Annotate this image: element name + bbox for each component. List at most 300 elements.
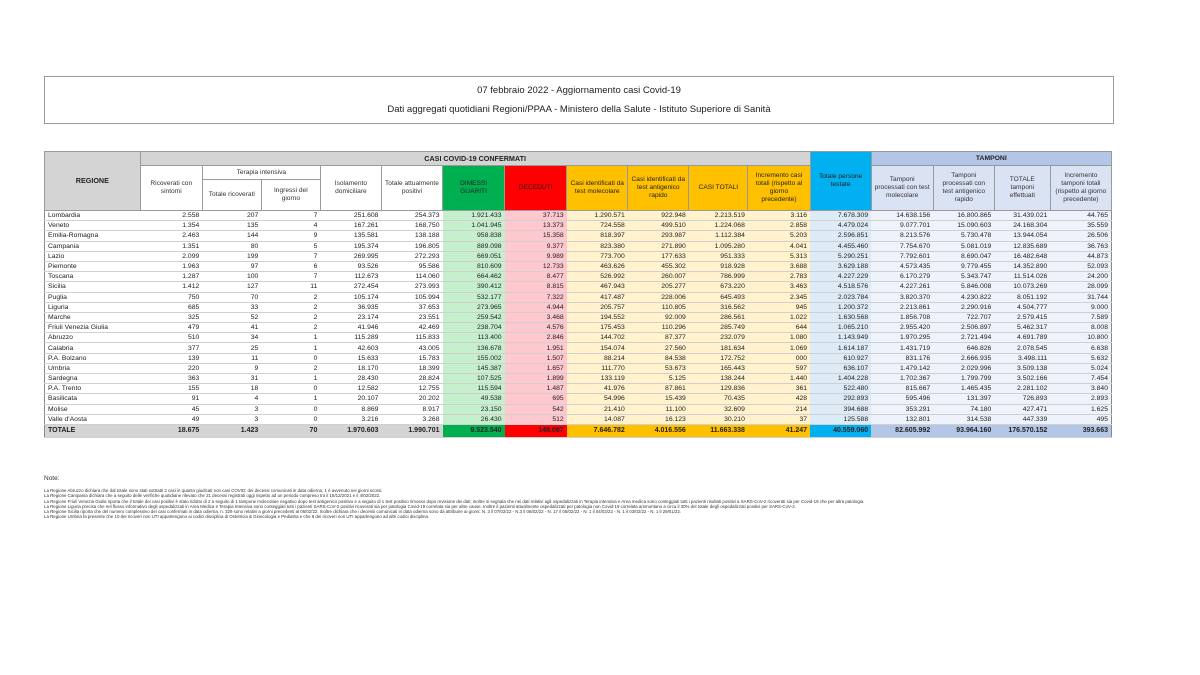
table-cell: 114.060: [381, 272, 442, 282]
table-row: [45, 363, 1112, 373]
region-name: Sardegna: [45, 374, 141, 384]
table-cell: 105.994: [381, 292, 442, 302]
table-cell: 87.861: [628, 384, 689, 394]
table-cell: 133.119: [567, 374, 628, 384]
table-cell: 181.634: [689, 343, 748, 353]
table-cell: 512: [505, 414, 567, 424]
header-ti-ingressi: Ingressi del giorno: [261, 180, 320, 211]
table-cell: 259.542: [443, 312, 505, 322]
table-cell: 3.688: [748, 261, 810, 271]
table-cell: 8.815: [505, 282, 567, 292]
table-cell: 41.976: [567, 384, 628, 394]
table-cell: 0: [261, 353, 320, 363]
table-cell: 13.944.054: [994, 231, 1050, 241]
table-cell: 26.506: [1050, 231, 1111, 241]
table-cell: 3.268: [381, 414, 442, 424]
table-cell: 455.302: [628, 261, 689, 271]
table-cell: 610.927: [810, 353, 871, 363]
table-cell: 4.576: [505, 323, 567, 333]
header-incremento: Incremento casi totali (rispetto al giorno precedente): [748, 166, 810, 211]
table-cell: 3.509.138: [994, 363, 1050, 373]
table-cell: 36.763: [1050, 241, 1111, 251]
table-cell: 25: [202, 343, 261, 353]
table-cell: 12.733: [505, 261, 567, 271]
table-cell: 1.921.433: [443, 211, 505, 221]
table-cell: 131.397: [933, 394, 994, 404]
notes-label: Note:: [44, 475, 60, 482]
note-line: La Regione Liguria precisa che nel flusso informativo degli ospedalizzati in Area Medica e Terapia Intensiva sono conteggiati tutti i pazienti SARS-CoV-2 positivi ricoverati sia per patologia Covid-19 correlata sia per altre cause. Inoltre il pazienti attualmente ospedalizzati per patologia non Covid-19 correlata ammontano a circa il 30% del totale degli ospedalizzati positivi per SARS-CoV-2.: [44, 503, 796, 509]
table-cell: 1.065.210: [810, 323, 871, 333]
total-row: [45, 424, 1112, 437]
table-cell: 194.552: [567, 312, 628, 322]
table-cell: 127: [202, 282, 261, 292]
table-row: [45, 394, 1112, 404]
table-cell: 918.928: [689, 261, 748, 271]
table-cell: 495: [1050, 414, 1111, 424]
table-cell: 12.582: [320, 384, 381, 394]
table-cell: 0: [261, 414, 320, 424]
table-cell: 8.008: [1050, 323, 1111, 333]
table-cell: 1.625: [1050, 404, 1111, 414]
table-cell: 646.826: [933, 343, 994, 353]
header-persone-testate: Totale persone testate: [810, 152, 871, 211]
table-cell: 52.093: [1050, 261, 1111, 271]
table-cell: 2.023.784: [810, 292, 871, 302]
table-cell: 49.538: [443, 394, 505, 404]
table-cell: 293.987: [628, 231, 689, 241]
table-cell: 958.838: [443, 231, 505, 241]
table-cell: 23.150: [443, 404, 505, 414]
table-cell: 12.835.689: [994, 241, 1050, 251]
table-cell: 5.632: [1050, 353, 1111, 363]
header-group-tamponi: TAMPONI: [871, 152, 1111, 166]
title-box: [44, 76, 1114, 124]
table-cell: 12.755: [381, 384, 442, 394]
table-cell: 7.792.601: [871, 251, 933, 261]
table-cell: 664.462: [443, 272, 505, 282]
table-cell: 7.454: [1050, 374, 1111, 384]
table-cell: 139: [140, 353, 202, 363]
table-cell: 000: [748, 353, 810, 363]
table-cell: 41.946: [320, 323, 381, 333]
region-name: Lazio: [45, 251, 141, 261]
table-cell: 726.893: [994, 394, 1050, 404]
table-cell: 316.562: [689, 302, 748, 312]
table-cell: 6.638: [1050, 343, 1111, 353]
table-cell: 33: [202, 302, 261, 312]
table-cell: 353.291: [871, 404, 933, 414]
table-cell: 669.051: [443, 251, 505, 261]
table-cell: 5.024: [1050, 363, 1111, 373]
table-row: [45, 374, 1112, 384]
table-cell: 84.538: [628, 353, 689, 363]
table-row: [45, 353, 1112, 363]
header-tamponi-antigenico: Tamponi processati con test antigenico rapido: [933, 166, 994, 211]
table-cell: 2.290.916: [933, 302, 994, 312]
table-row: [45, 272, 1112, 282]
header-group-terapia: Terapia intensiva: [202, 166, 320, 180]
table-cell: 4.479.024: [810, 221, 871, 231]
region-name: Marche: [45, 312, 141, 322]
table-cell: 2: [261, 302, 320, 312]
table-cell: 2.078.545: [994, 343, 1050, 353]
table-cell: 5.343.747: [933, 272, 994, 282]
table-cell: 115.289: [320, 333, 381, 343]
table-cell: 3.463: [748, 282, 810, 292]
note-line: La Regione Abruzzo dichiara che dal totale sono stati sottratti 2 casi in quanto giudicati non casi COVID; dei decessi comunicati in data odierna, 1 è avvenuto nei giorni scorsi.: [44, 488, 383, 494]
table-cell: 70.435: [689, 394, 748, 404]
table-cell: 724.558: [567, 221, 628, 231]
table-cell: 9.779.455: [933, 261, 994, 271]
table-cell: 41: [202, 323, 261, 333]
table-cell: 271.890: [628, 241, 689, 251]
table-cell: 14.638.156: [871, 211, 933, 221]
table-cell: 390.412: [443, 282, 505, 292]
table-row: [45, 261, 1112, 271]
table-cell: 155.002: [443, 353, 505, 363]
table-cell: 37.713: [505, 211, 567, 221]
table-cell: 31.439.021: [994, 211, 1050, 221]
table-cell: 636.107: [810, 363, 871, 373]
table-cell: 1.951: [505, 343, 567, 353]
table-cell: 522.480: [810, 384, 871, 394]
region-name: Sicilia: [45, 282, 141, 292]
notes-section: [44, 476, 1114, 519]
table-cell: 88.214: [567, 353, 628, 363]
table-cell: 9: [202, 363, 261, 373]
table-cell: 1.440: [748, 374, 810, 384]
table-cell: 645.493: [689, 292, 748, 302]
header-group-casi: CASI COVID-19 CONFERMATI: [140, 152, 810, 166]
table-cell: 2.463: [140, 231, 202, 241]
table-cell: 9.377: [505, 241, 567, 251]
table-cell: 1: [261, 343, 320, 353]
region-name: Basilicata: [45, 394, 141, 404]
table-cell: 1.354: [140, 221, 202, 231]
table-cell: 1.963: [140, 261, 202, 271]
table-cell: 10.073.269: [994, 282, 1050, 292]
table-cell: 15.439: [628, 394, 689, 404]
table-cell: 0: [261, 404, 320, 414]
region-name: Puglia: [45, 292, 141, 302]
table-cell: 1.412: [140, 282, 202, 292]
total-cell: 41.247: [748, 424, 810, 437]
table-row: [45, 343, 1112, 353]
table-cell: 363: [140, 374, 202, 384]
table-cell: 5.313: [748, 251, 810, 261]
table-cell: 16.800.865: [933, 211, 994, 221]
table-cell: 24.168.304: [994, 221, 1050, 231]
table-cell: 9.000: [1050, 302, 1111, 312]
table-cell: 100: [202, 272, 261, 282]
table-cell: 232.079: [689, 333, 748, 343]
table-cell: 207: [202, 211, 261, 221]
table-cell: 597: [748, 363, 810, 373]
region-name: Calabria: [45, 343, 141, 353]
table-cell: 144: [202, 231, 261, 241]
region-name: Lombardia: [45, 211, 141, 221]
table-cell: 1: [261, 333, 320, 343]
table-cell: 20.107: [320, 394, 381, 404]
table-cell: 2.721.494: [933, 333, 994, 343]
table-cell: 2.579.415: [994, 312, 1050, 322]
table-cell: 144.702: [567, 333, 628, 343]
table-cell: 3.820.370: [871, 292, 933, 302]
table-cell: 13.373: [505, 221, 567, 231]
table-cell: 199: [202, 251, 261, 261]
table-cell: 4.041: [748, 241, 810, 251]
region-name: Friuli Venezia Giulia: [45, 323, 141, 333]
table-cell: 7.589: [1050, 312, 1111, 322]
table-row: [45, 292, 1112, 302]
table-cell: 7: [261, 211, 320, 221]
table-cell: 125.588: [810, 414, 871, 424]
table-cell: 3.468: [505, 312, 567, 322]
table-cell: 2: [261, 363, 320, 373]
table-cell: 92.009: [628, 312, 689, 322]
total-cell: 148.087: [505, 424, 567, 437]
table-row: [45, 323, 1112, 333]
table-cell: 110.296: [628, 323, 689, 333]
table-cell: 172.752: [689, 353, 748, 363]
table-cell: 35.559: [1050, 221, 1111, 231]
table-cell: 74.180: [933, 404, 994, 414]
table-cell: 87.377: [628, 333, 689, 343]
table-cell: 8.869: [320, 404, 381, 414]
table-cell: 32.609: [689, 404, 748, 414]
total-cell: 4.016.556: [628, 424, 689, 437]
region-name: P.A. Trento: [45, 384, 141, 394]
table-cell: 428: [748, 394, 810, 404]
table-cell: 113.400: [443, 333, 505, 343]
table-cell: 36.935: [320, 302, 381, 312]
table-cell: 18.399: [381, 363, 442, 373]
region-name: P.A. Bolzano: [45, 353, 141, 363]
table-cell: 325: [140, 312, 202, 322]
table-cell: 595.496: [871, 394, 933, 404]
table-cell: 815.667: [871, 384, 933, 394]
total-cell: 1.423: [202, 424, 261, 437]
table-cell: 1.069: [748, 343, 810, 353]
table-cell: 3.629.188: [810, 261, 871, 271]
table-cell: 2.893: [1050, 394, 1111, 404]
table-cell: 53.673: [628, 363, 689, 373]
table-cell: 138.244: [689, 374, 748, 384]
total-cell: 1.990.701: [381, 424, 442, 437]
table-cell: 5.290.251: [810, 251, 871, 261]
header-positivi: Totale attualmente positivi: [381, 166, 442, 211]
table-cell: 7.322: [505, 292, 567, 302]
table-cell: 417.487: [567, 292, 628, 302]
total-cell: 11.663.338: [689, 424, 748, 437]
table-cell: 1: [261, 374, 320, 384]
header-molecolare: Casi identificati da test molecolare: [567, 166, 628, 211]
table-cell: 2: [261, 312, 320, 322]
table-cell: 135.581: [320, 231, 381, 241]
table-cell: 54.996: [567, 394, 628, 404]
table-cell: 1.431.719: [871, 343, 933, 353]
table-cell: 111.770: [567, 363, 628, 373]
table-cell: 361: [748, 384, 810, 394]
region-name: Valle d'Aosta: [45, 414, 141, 424]
table-cell: 9.077.701: [871, 221, 933, 231]
table-cell: 97: [202, 261, 261, 271]
table-cell: 1.970.295: [871, 333, 933, 343]
table-cell: 377: [140, 343, 202, 353]
table-cell: 11.514.026: [994, 272, 1050, 282]
table-cell: 14.352.890: [994, 261, 1050, 271]
table-cell: 31.744: [1050, 292, 1111, 302]
table-cell: 42.469: [381, 323, 442, 333]
region-name: Umbria: [45, 363, 141, 373]
table-cell: 105.174: [320, 292, 381, 302]
table-cell: 6.170.279: [871, 272, 933, 282]
table-cell: 20.202: [381, 394, 442, 404]
region-name: Toscana: [45, 272, 141, 282]
table-cell: 4.691.789: [994, 333, 1050, 343]
table-cell: 44.873: [1050, 251, 1111, 261]
table-cell: 154.074: [567, 343, 628, 353]
table-cell: 447.339: [994, 414, 1050, 424]
table-cell: 4.573.435: [871, 261, 933, 271]
table-row: [45, 414, 1112, 424]
header-tamponi-molecolare: Tamponi processati con test molecolare: [871, 166, 933, 211]
table-cell: 3.502.166: [994, 374, 1050, 384]
table-cell: 2.213.519: [689, 211, 748, 221]
table-cell: 2.783: [748, 272, 810, 282]
table-cell: 37.653: [381, 302, 442, 312]
table-cell: 3: [202, 414, 261, 424]
table-cell: 1.224.068: [689, 221, 748, 231]
table-cell: 1.479.142: [871, 363, 933, 373]
table-cell: 4.227.229: [810, 272, 871, 282]
table-cell: 70: [202, 292, 261, 302]
table-cell: 16.123: [628, 414, 689, 424]
table-cell: 4.230.822: [933, 292, 994, 302]
table-cell: 2.596.851: [810, 231, 871, 241]
table-cell: 34: [202, 333, 261, 343]
table-cell: 1: [261, 394, 320, 404]
total-cell: 176.570.152: [994, 424, 1050, 437]
table-cell: 3.498.111: [994, 353, 1050, 363]
table-cell: 1.507: [505, 353, 567, 363]
table-row: [45, 231, 1112, 241]
header-antigenico: Casi identificati da test antigenico rapido: [628, 166, 689, 211]
table-cell: 135: [202, 221, 261, 231]
table-cell: 196.805: [381, 241, 442, 251]
table-cell: 8.477: [505, 272, 567, 282]
table-cell: 673.220: [689, 282, 748, 292]
table-cell: 1.095.280: [689, 241, 748, 251]
table-cell: 1.041.945: [443, 221, 505, 231]
table-cell: 129.836: [689, 384, 748, 394]
table-cell: 831.176: [871, 353, 933, 363]
table-cell: 15.358: [505, 231, 567, 241]
table-cell: 4.227.261: [871, 282, 933, 292]
table-row: [45, 282, 1112, 292]
table-cell: 21.410: [567, 404, 628, 414]
header-tamponi-incremento: Incremento tamponi totali (rispetto al giorno precedente): [1050, 166, 1111, 211]
table-cell: 4.518.576: [810, 282, 871, 292]
table-cell: 112.673: [320, 272, 381, 282]
table-cell: 1.351: [140, 241, 202, 251]
table-cell: 115.594: [443, 384, 505, 394]
table-cell: 9.989: [505, 251, 567, 261]
table-cell: 1.290.571: [567, 211, 628, 221]
total-cell: 18.675: [140, 424, 202, 437]
table-cell: 15.090.603: [933, 221, 994, 231]
total-label: TOTALE: [45, 424, 141, 437]
note-line: La Regione Sicilia riporta che del numero complessivo dei casi confermati in data odierna, n. 329 sono relativi a giorni precedenti al 06/02/22. Inoltre dichiara che i decessi comunicati in data odierna sono da attribuire ai giorni: N. 3 il 07/02/22 - N.3 il 06/02/22 - N. 17 il 05/02/22 - N. 1 il 04/02/22 - N. 1 il 03/02/22 - N. 1 il 29/01/22.: [44, 509, 682, 515]
table-cell: 214: [748, 404, 810, 414]
table-cell: 110.805: [628, 302, 689, 312]
table-cell: 11: [261, 282, 320, 292]
table-cell: 773.700: [567, 251, 628, 261]
table-cell: 91: [140, 394, 202, 404]
table-cell: 28.099: [1050, 282, 1111, 292]
table-cell: 16.482.648: [994, 251, 1050, 261]
table-cell: 4: [202, 394, 261, 404]
table-cell: 286.561: [689, 312, 748, 322]
table-row: [45, 211, 1112, 221]
region-name: Emilia-Romagna: [45, 231, 141, 241]
region-name: Veneto: [45, 221, 141, 231]
note-line: La Regione Friuli Venezia Giulia riporta che il totale dei casi positivi è stato ridotto di 2 a seguito di 1 tampone molecolare negativo dopo test antigenico positivo e a seguito di 1 test positivo rimosso dopo revisione dei dati; inoltre si segnala che nei dati relativi agli ospedalizzati in Terapia intensiva e Area medica sono conteggiati tutti i pazienti risultati positivi a SARS-CoV-2 ricoverati sia per Covid-19 che per altra patologia.: [44, 498, 865, 504]
total-cell: 70: [261, 424, 320, 437]
table-cell: 1.614.187: [810, 343, 871, 353]
table-cell: 4.504.777: [994, 302, 1050, 312]
table-cell: 1.200.372: [810, 302, 871, 312]
table-cell: 1.404.228: [810, 374, 871, 384]
table-cell: 15.633: [320, 353, 381, 363]
table-cell: 5.730.478: [933, 231, 994, 241]
table-cell: 532.177: [443, 292, 505, 302]
table-cell: 18.170: [320, 363, 381, 373]
table-cell: 2.099: [140, 251, 202, 261]
table-row: [45, 251, 1112, 261]
header-ti-totale: Totale ricoverati: [202, 180, 261, 211]
header-ricoverati: Ricoverati con sintomi: [140, 166, 202, 211]
table-cell: 292.893: [810, 394, 871, 404]
table-cell: 136.678: [443, 343, 505, 353]
table-cell: 1.080: [748, 333, 810, 343]
table-cell: 526.992: [567, 272, 628, 282]
table-cell: 80: [202, 241, 261, 251]
table-cell: 889.098: [443, 241, 505, 251]
table-cell: 1.143.949: [810, 333, 871, 343]
table-cell: 238.704: [443, 323, 505, 333]
header-deceduti: DECEDUTI: [505, 166, 567, 211]
table-cell: 3.840: [1050, 384, 1111, 394]
table-cell: 115.833: [381, 333, 442, 343]
table-cell: 145.387: [443, 363, 505, 373]
table-cell: 499.510: [628, 221, 689, 231]
table-cell: 3.216: [320, 414, 381, 424]
table-cell: 15.783: [381, 353, 442, 363]
table-cell: 467.943: [567, 282, 628, 292]
table-cell: 818.397: [567, 231, 628, 241]
table-cell: 107.525: [443, 374, 505, 384]
table-cell: 810.609: [443, 261, 505, 271]
table-cell: 7.678.309: [810, 211, 871, 221]
table-cell: 43.005: [381, 343, 442, 353]
table-cell: 11.100: [628, 404, 689, 414]
note-line: La Regione Umbria fa presente che 10 dei ricoveri non UTI appartengono ai codici disciplina di Ostetricia & Ginecologia e Pediatria e che 8 dei ricoveri non UTI appartengono ad altri codici disciplina.: [44, 514, 430, 520]
table-cell: 4.455.460: [810, 241, 871, 251]
table-cell: 24.200: [1050, 272, 1111, 282]
table-cell: 0: [261, 384, 320, 394]
table-cell: 3.116: [748, 211, 810, 221]
